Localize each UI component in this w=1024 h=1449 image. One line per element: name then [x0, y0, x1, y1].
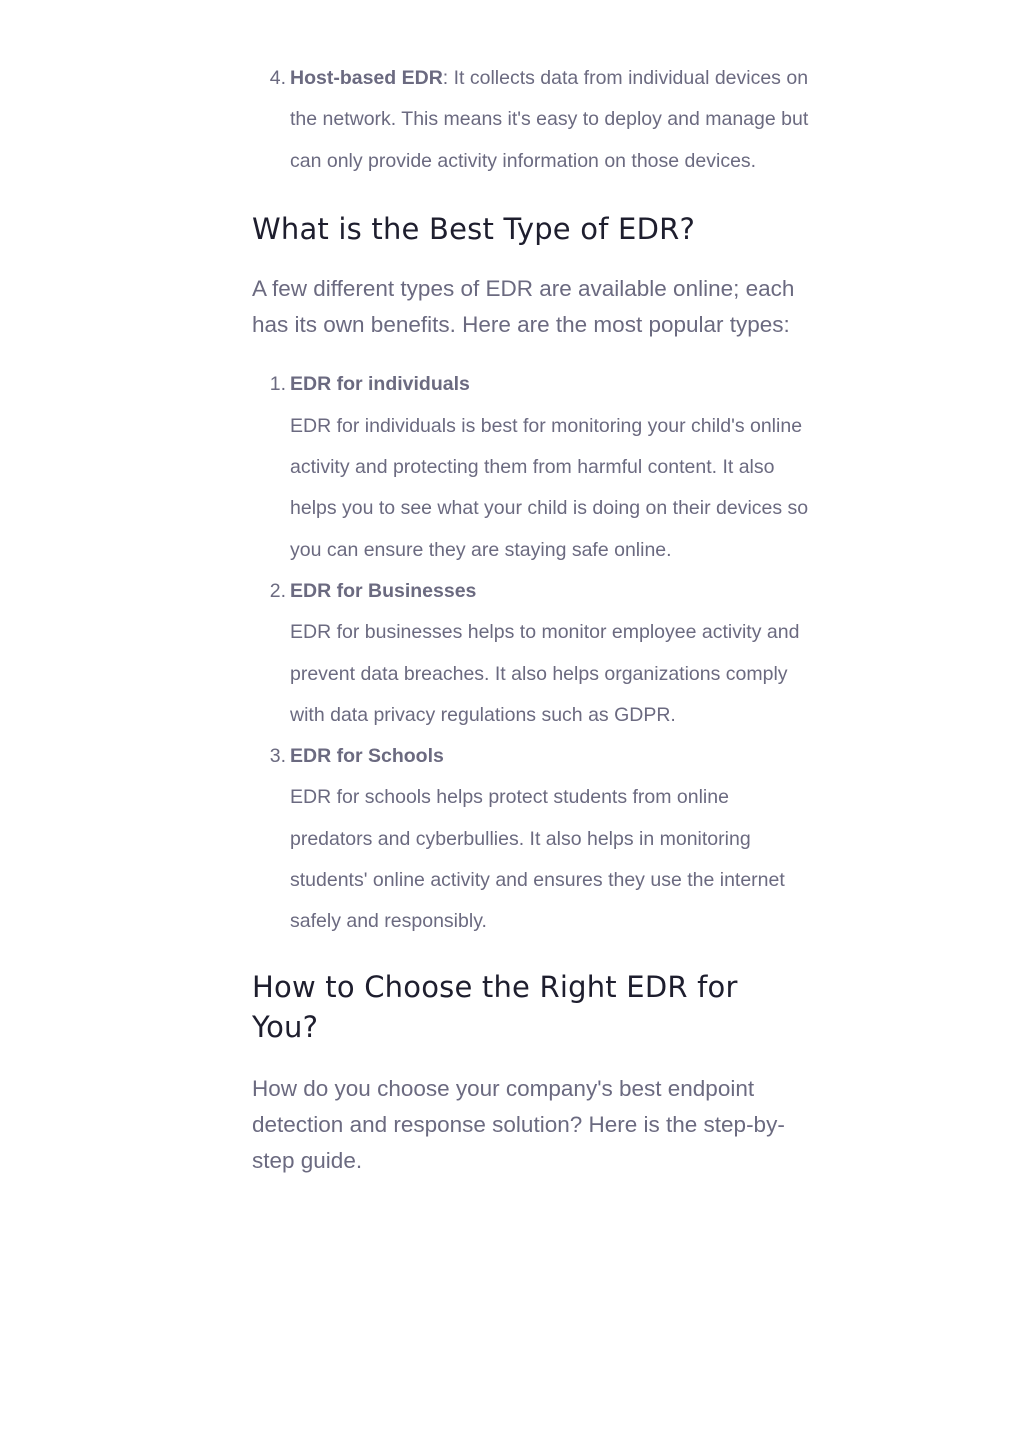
edr-types-list [252, 364, 812, 942]
list-item-title: Host-based EDR [290, 67, 443, 89]
section-heading-best-type: What is the Best Type of EDR? [252, 211, 696, 246]
section-intro-choose: How do you choose your company's best endpoint detection and response solution? Here is the step-by-step guide. [252, 1075, 785, 1174]
list-number: 3. [269, 745, 286, 768]
list-number: 4. [269, 67, 286, 89]
list-item [252, 364, 812, 570]
list-item [252, 571, 812, 736]
list-item [252, 736, 812, 942]
list-item-title: EDR for Schools [290, 745, 444, 768]
list-item-text: EDR for schools helps protect students from online predators and cyberbullies. It also helps in monitoring students' online activity and ensures they use the internet safely and responsibly. [290, 786, 785, 933]
list-number: 2. [269, 579, 286, 602]
edr-deployment-list [252, 58, 812, 182]
list-item-text: EDR for businesses helps to monitor employee activity and prevent data breaches. It also helps organizations comply with data privacy regulations such as GDPR. [290, 621, 800, 726]
list-item-title: EDR for Businesses [290, 579, 477, 602]
list-item-title: EDR for individuals [290, 373, 470, 396]
section-heading-choose: How to Choose the Right EDR for You? [252, 969, 738, 1044]
list-item-text: EDR for individuals is best for monitoring your child's online activity and protecting them from harmful content. It also helps you to see what your child is doing on their devices so you can ensure they are staying safe online. [290, 414, 809, 561]
list-item-text: : It collects data from individual devices on the network. This means it's easy to deploy and manage but can only provide activity information on those devices. [290, 67, 809, 172]
list-item [252, 58, 812, 182]
section-intro-best-type: A few different types of EDR are available online; each has its own benefits. Here are the most popular types: [252, 275, 795, 338]
list-number: 1. [269, 373, 286, 396]
article-content [252, 58, 812, 1180]
